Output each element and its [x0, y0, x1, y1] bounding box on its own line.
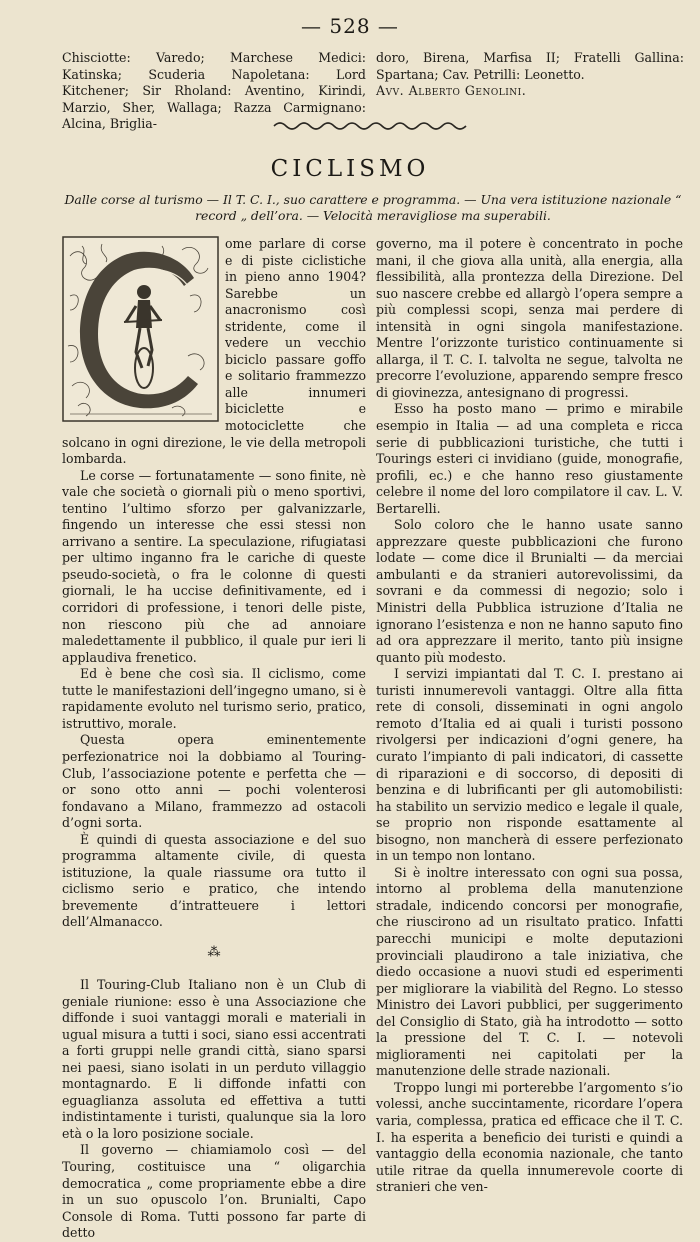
paragraph-continuation: governo, ma il potere è concentrato in poche mani, il che giova alla unità, alla energia, alla flessibilità, alla prontezza della Direzione. Del suo nascere crebbe ed allargò l’opera sempre a più complessi scopi, senza mai perdere di intensità in ogni singola manifestazione. Mentre l’orizzonte turistico continuamente si allarga, il T. C. I. talvolta ne segue, talvolta ne precorre l’evoluzione, apparendo sempre fresco di giovinezza, antesignano di progressi.	[376, 236, 683, 400]
top-right-text: doro, Birena, Marfisa II; Fratelli Gallina: Spartana; Cav. Petrilli: Leonetto.	[376, 50, 684, 82]
author-signature: Avv. Alberto Genolini.	[376, 83, 527, 98]
cyclist-initial-icon	[62, 236, 219, 422]
paragraph-programme: È quindi di questa associazione e del suo programma altamente civile, di questa istituzione, la quale riassume ora tutto il ciclismo serio e pratico, che intendo brevemente d’intratteuere i lettori dell’Almanacco.	[62, 831, 366, 930]
asterism-divider: ⁂	[207, 944, 221, 960]
top-left-text: Chisciotte: Varedo; Marchese Medici: Katinska; Scuderia Napoletana: Lord Kitchener; Sir Rholand: Aventino, Kirindi, Marzio, Sher, Wallaga; Razza Carmignano: Alcina, Briglia-	[62, 50, 366, 131]
paragraph-touring-club: Questa opera eminentemente perfezionatrice noi la dobbiamo al Touring-Club, l’associazione potente e perfetta che — or sono otto anni — pochi volenterosi fondavano a Milano, frammezzo ad ostacoli d’ogni sorta.	[62, 732, 366, 831]
paragraph-conclusion: Troppo lungi mi porterebbe l’argomento s’io volessi, anche succintamente, ricordare l’opera varia, complessa, pratica ed efficace che il T. C. I. ha esperita a beneficio dei turisti e quindi a vantaggio della economia nazionale, che tanto utile ritrae da quella innumerevole coorte di stranieri che ven-	[376, 1079, 683, 1195]
paragraph-evolution: Ed è bene che così sia. Il ciclismo, come tutte le manifestazioni dell’ingegno umano, si è rapidamente evoluto nel turismo serio, pratico, istruttivo, morale.	[62, 666, 366, 731]
top-right-column	[376, 50, 684, 100]
paragraph-government: Il governo — chiamiamolo così — del Touring, costituisce una “ oligarchia democratica „ come propriamente ebbe a dire in un suo opuscolo l’on. Brunialti, Capo Console di Roma. Tutti possono far parte di detto	[62, 1142, 366, 1241]
section-subtitle: Dalle corse al turismo — Il T. C. I., suo carattere e programma. — Una vera istituzione nazionale “ record „ dell’ora. — Velocità meravigliose ma superabili.	[64, 192, 682, 223]
right-text-column	[376, 236, 683, 1196]
paragraph-association: Il Touring-Club Italiano non è un Club di geniale riunione: esso è una Associazione che diffonde i suoi vantaggi morali e materiali in ugual misura a tutti i soci, siano essi accentrati a forti gruppi nelle grandi città, siano sparsi nei paesi, siano isolati in un perduto villaggio montagnardo. E li diffonde infatti con eguaglianza assoluta ed effettiva a tutti indistintamente i turisti, qualunque sia la loro età o la loro posizione sociale.	[62, 976, 366, 1141]
left-text-column	[62, 236, 366, 1242]
paragraph-races: Le corse — fortunatamente — sono finite, nè vale che società o giornali più o meno sportivi, tentino l’ultimo sforzo per galvanizzarle, fingendo un interesse che essi stessi non arrivano a sentire. La speculazione, rifugiatasi per ultimo inganno fra le cariche di queste pseudo-società, o fra le colonne di questi giornali, le ha uccise definitivamente, ed i corridori di professione, i tenori delle piste, non riescono più che ad annoiare maledettamente il pubblico, il quale pur ieri li applaudiva frenetico.	[62, 467, 366, 665]
opening-paragraph: ome parlare di corse e di piste ciclistiche in pieno anno 1904? Sarebbe un anacronismo così stridente, come il vedere un vecchio biciclo passare goffo e solitario frammezzo alle innumeri biciclette e motociclette che solcano in ogni direzione, le vie della metropoli lombarda.	[62, 236, 366, 467]
paragraph-services: I servizi impiantati dal T. C. I. prestano ai turisti innumerevoli vantaggi. Oltre alla fitta rete di consoli, disseminati in ogni angolo remoto d’Italia ed ai quali i turisti possono rivolgersi per indicazioni d’ogni genere, ha curato l’impianto di pali indicatori, di cassette di riparazioni e di soccorso, di depositi di benzina e di lubrificanti per gli automobilisti: ha stabilito un servizio medico e legale il quale, se proprio non risponde esattamente al bisogno, non mancherà di essere perfezionato in un tempo non lontano.	[376, 666, 683, 864]
paragraph-praise: Solo coloro che le hanno usate sanno apprezzare queste pubblicazioni che furono lodate — come dice il Brunialti — da merciai ambulanti e da stranieri autorevolissimi, da sovrani e da commessi di negozio; solo i Ministri della Pubblica istruzione d’Italia ne ignorano l’esistenza e non ne hanno saputo fino ad ora apprezzare il merito, tanto più insigne quanto più modesto.	[376, 517, 683, 665]
paragraph-road-maintenance: Si è inoltre interessato con ogni sua possa, intorno al problema della manutenzione stradale, indicendo concorsi per monografie, che riuscirono ad un risultato pratico. Infatti parecchi municipi e molte deputazioni provinciali plaudirono a tale iniziativa, che diedo occasione a nuovi studi ed esperimenti per migliorare la viabilità del Regno. Lo stesso Ministro dei Lavori pubblici, per suggerimento del Consiglio di Stato, già ha introdotto — sotto la pressione del T. C. I. — notevoli miglioramenti nei capitolati per la manutenzione delle strade nazionali.	[376, 864, 683, 1079]
paragraph-publications: Esso ha posto mano — primo e mirabile esempio in Italia — ad una completa e ricca serie di pubblicazioni turistiche, che tutti i Tourings esteri ci invidiano (guide, monografie, profili, ec.) e che hanno reso giustamente celebre il nome del loro compilatore il cav. L. V. Bertarelli.	[376, 401, 683, 516]
page-number: — 528 —	[301, 14, 399, 38]
ornamental-divider	[272, 120, 468, 132]
section-title: CICLISMO	[270, 156, 430, 182]
